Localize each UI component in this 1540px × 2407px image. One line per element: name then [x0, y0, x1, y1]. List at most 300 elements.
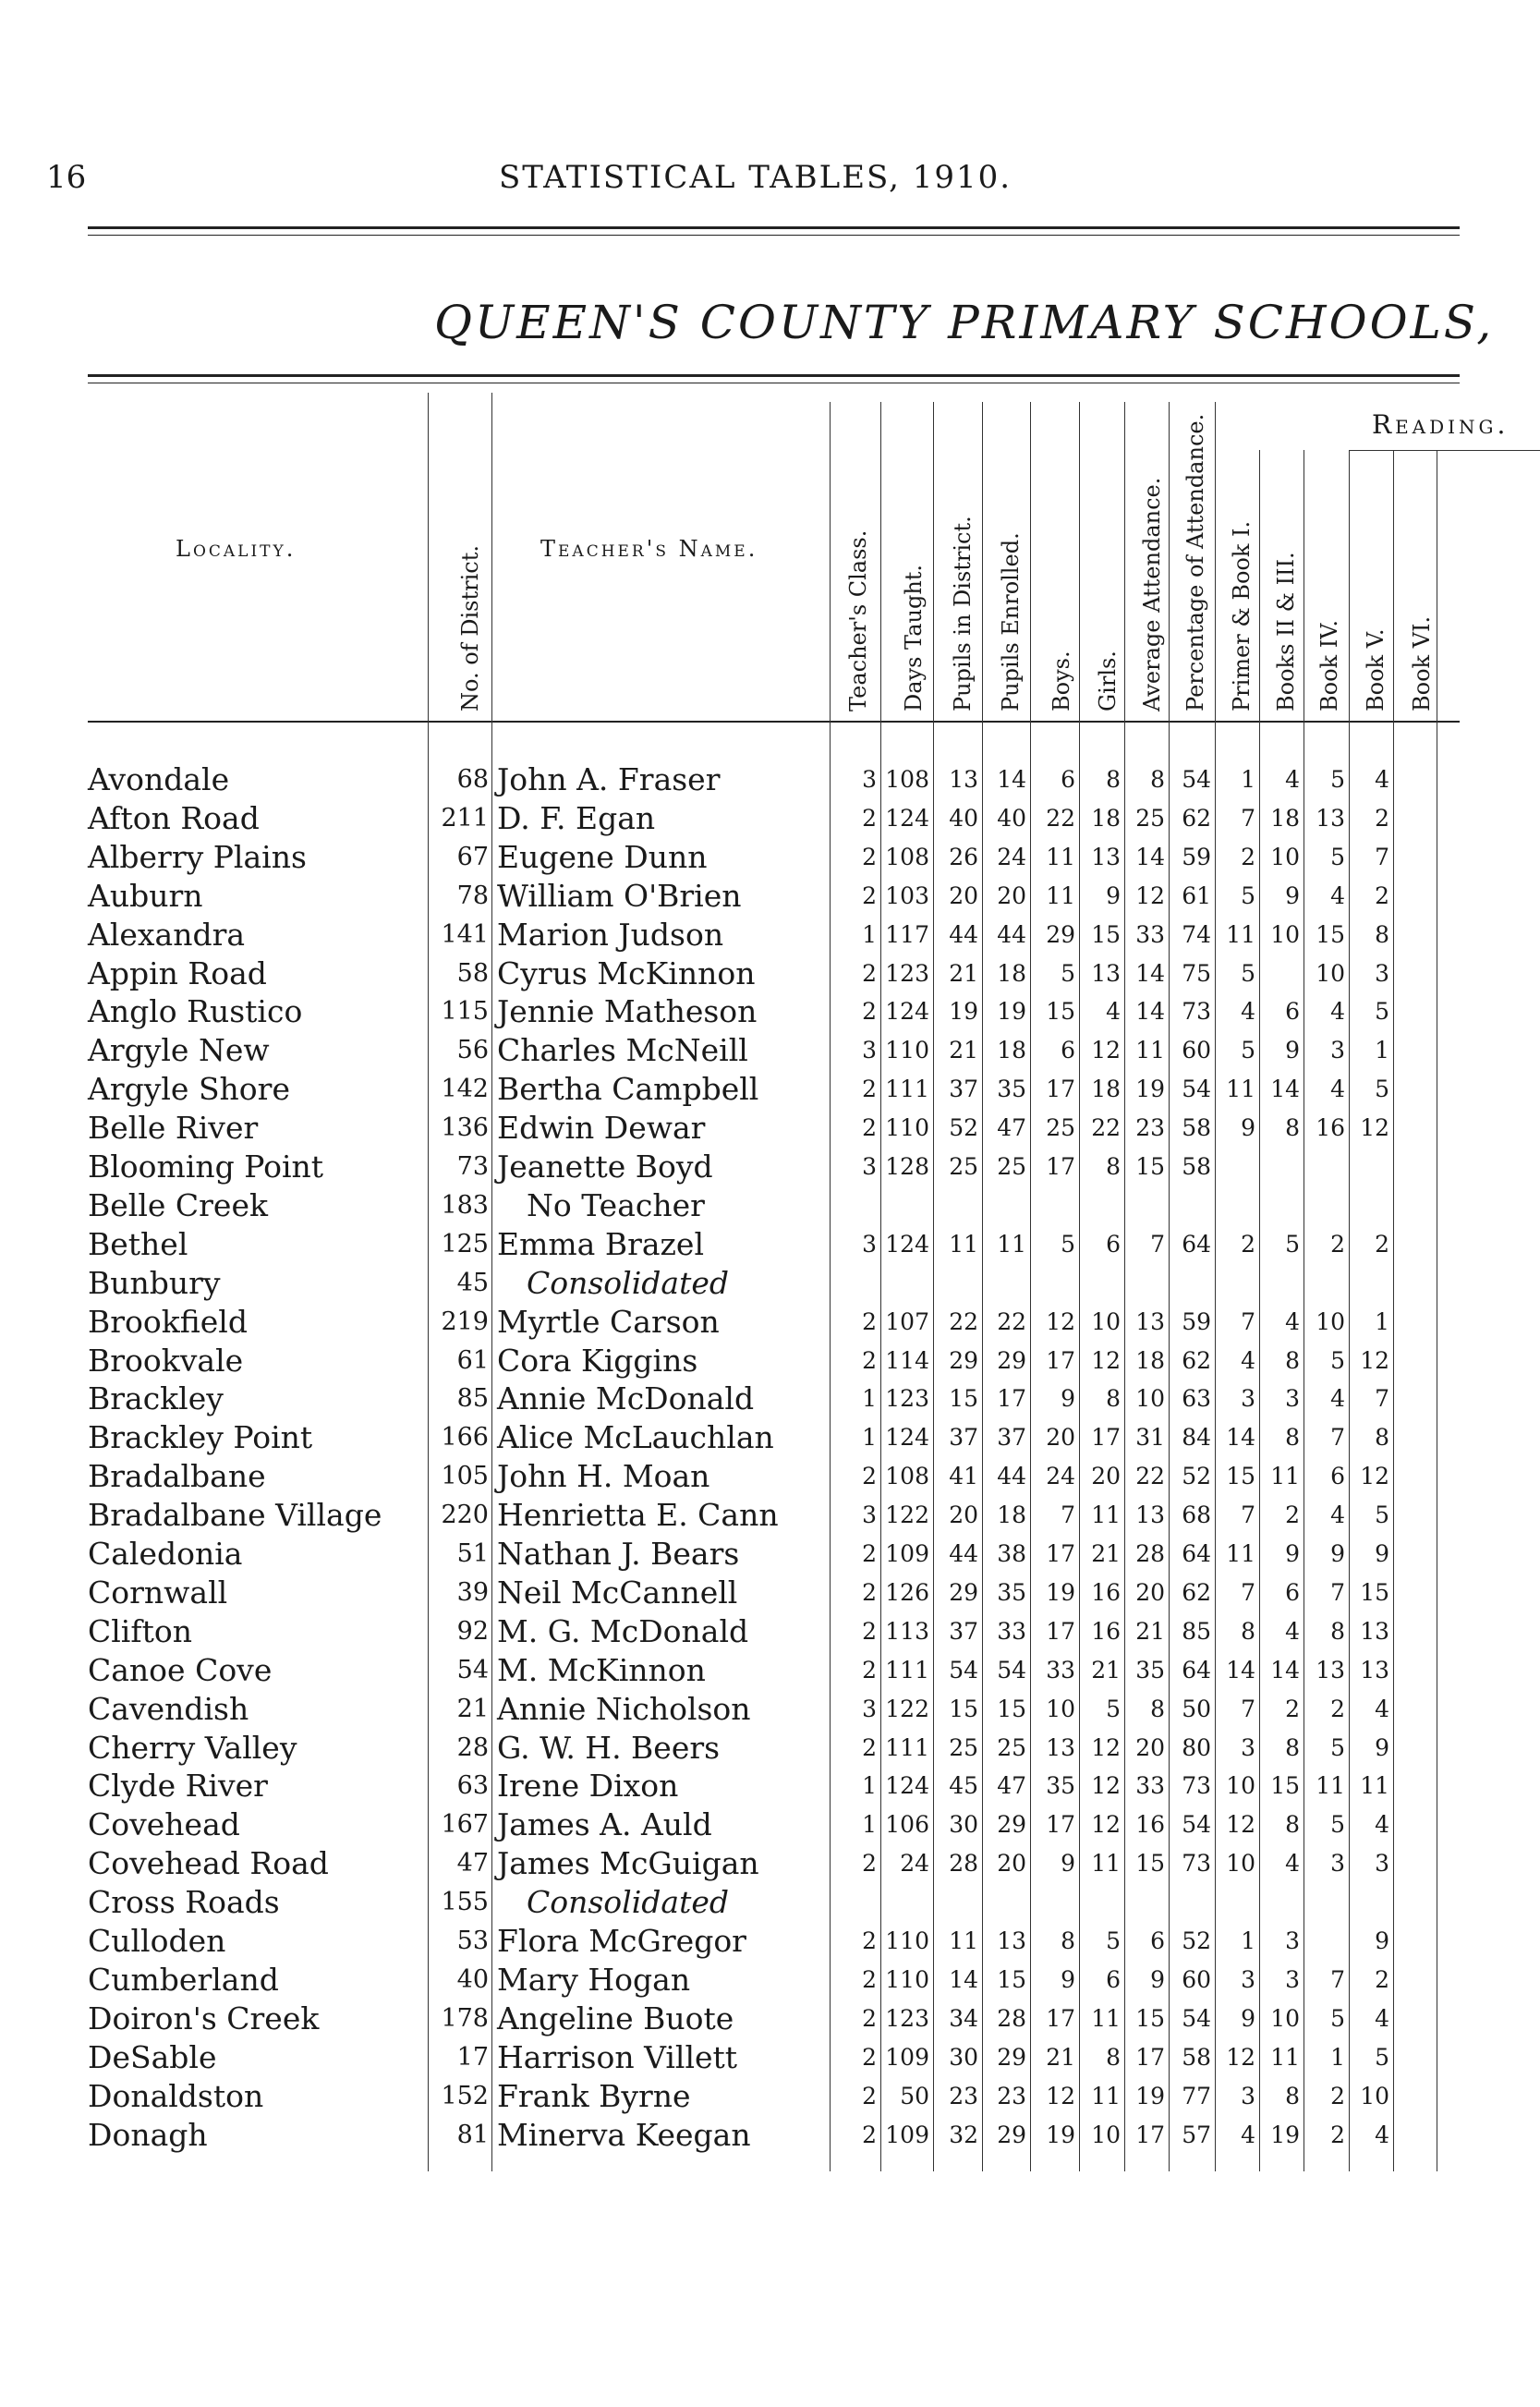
locality-cell: Covehead	[88, 1806, 240, 1843]
b4-cell: 9	[1330, 1540, 1345, 1567]
days-cell: 123	[885, 2004, 929, 2032]
girls-cell: 18	[1091, 804, 1121, 832]
girls-cell: 10	[1091, 2121, 1121, 2148]
locality-header: Locality.	[176, 536, 297, 562]
district-cell: 142	[441, 1075, 489, 1104]
b5-cell: 7	[1375, 1385, 1389, 1413]
days-cell: 109	[885, 2043, 929, 2071]
table-row	[88, 1767, 1460, 1805]
table-row	[88, 1729, 1460, 1768]
b5-cell: 12	[1360, 1346, 1389, 1374]
b23-cell: 8	[1285, 1733, 1300, 1761]
pd-cell: 45	[949, 1772, 978, 1800]
locality-cell: Cornwall	[88, 1574, 228, 1611]
b23-cell: 8	[1285, 1114, 1300, 1142]
b5-cell: 15	[1360, 1578, 1389, 1606]
b4-cell: 4	[1330, 881, 1345, 909]
pd-cell: 40	[949, 804, 978, 832]
cls-cell: 3	[862, 1153, 877, 1180]
cls-cell: 2	[862, 1076, 877, 1103]
b23-cell: 4	[1285, 1307, 1300, 1335]
locality-cell: Avondale	[88, 761, 230, 797]
avg-cell: 15	[1135, 2004, 1165, 2032]
pe-cell: 25	[997, 1153, 1026, 1180]
cls-cell: 2	[862, 804, 877, 832]
pct-cell: 80	[1182, 1733, 1211, 1761]
table-row	[88, 2038, 1460, 2077]
table-row	[88, 1883, 1460, 1922]
avg-cell: 8	[1150, 1695, 1165, 1722]
locality-cell: Bradalbane	[88, 1458, 266, 1495]
b5-cell: 11	[1360, 1772, 1389, 1800]
b4-cell: 10	[1316, 959, 1345, 987]
cls-cell: 2	[862, 843, 877, 870]
table-row	[88, 799, 1460, 838]
avg-cell: 17	[1135, 2043, 1165, 2071]
teacher-cell: Harrison Villett	[497, 2038, 738, 2075]
cls-cell: 1	[862, 920, 877, 948]
table-row	[88, 1496, 1460, 1535]
b1-cell: 2	[1241, 843, 1255, 870]
b5-cell: 4	[1375, 1695, 1389, 1722]
boys-cell: 35	[1046, 1772, 1075, 1800]
boys-cell: 8	[1061, 1927, 1075, 1954]
pe-cell: 18	[997, 1037, 1026, 1064]
pd-cell: 22	[949, 1307, 978, 1335]
boys-cell: 17	[1046, 1811, 1075, 1839]
district-cell: 166	[441, 1423, 489, 1453]
table-row	[88, 1922, 1460, 1961]
header-bottom-rule	[88, 721, 1460, 723]
reading-rule	[1349, 450, 1540, 451]
locality-cell: Blooming Point	[88, 1149, 324, 1185]
page-number: 16	[46, 159, 87, 196]
table-row	[88, 992, 1460, 1031]
days-cell: 24	[900, 1850, 929, 1878]
table-row	[88, 916, 1460, 954]
b23-cell: 10	[1270, 2004, 1300, 2032]
pe-cell: 40	[997, 804, 1026, 832]
locality-cell: Caledonia	[88, 1536, 243, 1572]
pe-cell: 20	[997, 881, 1026, 909]
district-cell: 178	[441, 2003, 489, 2033]
boys-cell: 33	[1046, 1656, 1075, 1684]
days-cell: 124	[885, 1772, 929, 1800]
running-title: STATISTICAL TABLES, 1910.	[499, 159, 1013, 196]
days-cell: 106	[885, 1811, 929, 1839]
boys-cell: 9	[1061, 1965, 1075, 1993]
cls-cell: 2	[862, 1927, 877, 1954]
days-cell: 128	[885, 1153, 929, 1180]
locality-cell: Bradalbane Village	[88, 1497, 382, 1534]
district-cell: 211	[441, 803, 489, 833]
b23-cell: 6	[1285, 998, 1300, 1026]
pct-cell: 54	[1182, 1811, 1211, 1839]
girls-cell: 8	[1106, 2043, 1121, 2071]
avg-cell: 15	[1135, 1153, 1165, 1180]
district-cell: 167	[441, 1810, 489, 1840]
table-row	[88, 1380, 1460, 1418]
boys-cell: 10	[1046, 1695, 1075, 1722]
girls-cell: 21	[1091, 1656, 1121, 1684]
pct-cell: 73	[1182, 998, 1211, 1026]
district-cell: 56	[456, 1036, 489, 1065]
pd-cell: 44	[949, 1540, 978, 1567]
b4-cell: 1	[1330, 2043, 1345, 2071]
table-row	[88, 1805, 1460, 1844]
avg-cell: 6	[1150, 1927, 1165, 1954]
locality-cell: Doiron's Creek	[88, 2000, 320, 2036]
locality-cell: Cumberland	[88, 1961, 279, 1998]
b4-cell: 3	[1330, 1037, 1345, 1064]
locality-cell: Donaldston	[88, 2077, 264, 2114]
teacher-cell: M. G. McDonald	[497, 1612, 749, 1649]
cls-cell: 1	[862, 1424, 877, 1452]
avg-cell: 14	[1135, 998, 1165, 1026]
pd-cell: 54	[949, 1656, 978, 1684]
cls-cell: 3	[862, 1695, 877, 1722]
b23-cell: 19	[1270, 2121, 1300, 2148]
days-cell: 110	[885, 1114, 929, 1142]
b5-cell: 3	[1375, 1850, 1389, 1878]
b23-cell: 4	[1285, 1617, 1300, 1645]
days-cell: 111	[885, 1733, 929, 1761]
pe-cell: 20	[997, 1850, 1026, 1878]
cls-cell: 1	[862, 1811, 877, 1839]
b4-cell: 11	[1316, 1772, 1345, 1800]
b5-cell: 1	[1375, 1037, 1389, 1064]
girls-cell: 12	[1091, 1037, 1121, 1064]
pe-cell: 24	[997, 843, 1026, 870]
girls-cell: 15	[1091, 920, 1121, 948]
pe-cell: 35	[997, 1578, 1026, 1606]
pd-cell: 30	[949, 1811, 978, 1839]
pe-cell: 29	[997, 1811, 1026, 1839]
pe-cell: 29	[997, 2043, 1026, 2071]
locality-cell: Cavendish	[88, 1690, 249, 1727]
pd-cell: 37	[949, 1424, 978, 1452]
pe-cell: 25	[997, 1733, 1026, 1761]
b23-cell: 2	[1285, 1695, 1300, 1722]
locality-cell: Argyle Shore	[88, 1071, 290, 1108]
b4-cell: 7	[1330, 1965, 1345, 1993]
page-header	[0, 159, 1540, 214]
district-cell: 73	[456, 1152, 489, 1181]
avg-cell: 15	[1135, 1850, 1165, 1878]
pct-cell: 64	[1182, 1540, 1211, 1567]
table-row	[88, 1961, 1460, 2000]
teacher-cell: Cora Kiggins	[497, 1342, 698, 1379]
girls-cell: 12	[1091, 1811, 1121, 1839]
days-cell: 122	[885, 1501, 929, 1529]
cls-cell: 2	[862, 1965, 877, 1993]
locality-cell: DeSable	[88, 2038, 217, 2075]
b23-cell: 3	[1285, 1965, 1300, 1993]
pe-cell: 15	[997, 1695, 1026, 1722]
boys-cell: 5	[1061, 1230, 1075, 1258]
schools-table	[88, 393, 1510, 2171]
b23-cell: 11	[1270, 2043, 1300, 2071]
b5-cell: 2	[1375, 804, 1389, 832]
pd-cell: 15	[949, 1385, 978, 1413]
pd-cell: 19	[949, 998, 978, 1026]
table-row	[88, 1612, 1460, 1651]
pct-cell: 62	[1182, 804, 1211, 832]
pe-cell: 33	[997, 1617, 1026, 1645]
pe-cell: 13	[997, 1927, 1026, 1954]
pct-cell: 52	[1182, 1463, 1211, 1490]
b1-cell: 1	[1241, 1927, 1255, 1954]
days-cell: 113	[885, 1617, 929, 1645]
table-row	[88, 1186, 1460, 1225]
avg-cell: 19	[1135, 1076, 1165, 1103]
pd-cell: 25	[949, 1733, 978, 1761]
locality-cell: Alexandra	[88, 916, 246, 953]
table-row	[88, 1225, 1460, 1264]
pd-cell: 29	[949, 1578, 978, 1606]
avg-cell: 17	[1135, 2121, 1165, 2148]
district-cell: 47	[456, 1849, 489, 1878]
b1-cell: 3	[1241, 2082, 1255, 2109]
b1-cell: 14	[1226, 1656, 1255, 1684]
pe-cell: 19	[997, 998, 1026, 1026]
district-cell: 155	[441, 1888, 489, 1917]
b4-cell: 3	[1330, 1850, 1345, 1878]
pd-cell: 26	[949, 843, 978, 870]
b6-header: Book VI.	[1409, 615, 1435, 711]
table-row	[88, 838, 1460, 877]
district-cell: 183	[441, 1190, 489, 1220]
b1-cell: 4	[1241, 2121, 1255, 2148]
table-row	[88, 1574, 1460, 1612]
boys-cell: 9	[1061, 1385, 1075, 1413]
cls-cell: 2	[862, 959, 877, 987]
b1-cell: 4	[1241, 1346, 1255, 1374]
b4-cell: 2	[1330, 2082, 1345, 2109]
b5-cell: 5	[1375, 1501, 1389, 1529]
pe-cell: 18	[997, 1501, 1026, 1529]
cls-cell: 2	[862, 2121, 877, 2148]
days-cell: 110	[885, 1927, 929, 1954]
in-district-header: Pupils in District.	[950, 516, 976, 711]
teacher-cell: Jennie Matheson	[497, 993, 758, 1030]
teacher-header: Teacher's Name.	[540, 536, 758, 562]
district-cell: 45	[456, 1268, 489, 1297]
days-cell: 126	[885, 1578, 929, 1606]
girls-cell: 6	[1106, 1965, 1121, 1993]
b5-cell: 2	[1375, 1230, 1389, 1258]
b5-cell: 13	[1360, 1617, 1389, 1645]
b4-cell: 4	[1330, 1501, 1345, 1529]
b5-cell: 12	[1360, 1114, 1389, 1142]
avg-cell: 9	[1150, 1965, 1165, 1993]
pe-cell: 14	[997, 766, 1026, 793]
table-row	[88, 1264, 1460, 1303]
pe-cell: 38	[997, 1540, 1026, 1567]
locality-cell: Culloden	[88, 1923, 226, 1959]
avg-cell: 35	[1135, 1656, 1165, 1684]
b4-cell: 2	[1330, 1230, 1345, 1258]
girls-cell: 16	[1091, 1578, 1121, 1606]
pct-header: Percentage of Attendance.	[1182, 413, 1208, 711]
days-cell: 50	[900, 2082, 929, 2109]
b1-cell: 12	[1226, 2043, 1255, 2071]
table-row	[88, 1690, 1460, 1729]
locality-cell: Brackley	[88, 1380, 224, 1417]
district-cell: 78	[456, 881, 489, 910]
locality-cell: Brookvale	[88, 1342, 244, 1379]
locality-cell: Appin Road	[88, 954, 267, 991]
cls-cell: 2	[862, 1850, 877, 1878]
b1-cell: 5	[1241, 881, 1255, 909]
pct-cell: 54	[1182, 2004, 1211, 2032]
district-cell: 141	[441, 919, 489, 949]
cls-cell: 2	[862, 1617, 877, 1645]
table-row	[88, 1070, 1460, 1109]
b23-cell: 14	[1270, 1656, 1300, 1684]
b5-cell: 9	[1375, 1733, 1389, 1761]
header-rule	[88, 226, 1460, 236]
avg-cell: 10	[1135, 1385, 1165, 1413]
pct-cell: 50	[1182, 1695, 1211, 1722]
pd-cell: 13	[949, 766, 978, 793]
avg-cell: 28	[1135, 1540, 1165, 1567]
pe-cell: 15	[997, 1965, 1026, 1993]
table-row	[88, 2116, 1460, 2155]
b1-cell: 14	[1226, 1424, 1255, 1452]
b1-header: Primer & Book I.	[1229, 520, 1255, 711]
teacher-cell: Henrietta E. Cann	[497, 1497, 779, 1534]
boys-cell: 13	[1046, 1733, 1075, 1761]
b5-cell: 3	[1375, 959, 1389, 987]
avg-cell: 33	[1135, 920, 1165, 948]
girls-cell: 5	[1106, 1927, 1121, 1954]
teacher-cell: Bertha Campbell	[497, 1071, 759, 1108]
teacher-cell: James McGuigan	[497, 1845, 759, 1882]
pe-cell: 47	[997, 1114, 1026, 1142]
b5-cell: 4	[1375, 1811, 1389, 1839]
pd-cell: 32	[949, 2121, 978, 2148]
avg-cell: 22	[1135, 1463, 1165, 1490]
b4-cell: 10	[1316, 1307, 1345, 1335]
pe-cell: 54	[997, 1656, 1026, 1684]
cls-cell: 2	[862, 881, 877, 909]
pd-cell: 15	[949, 1695, 978, 1722]
days-cell: 108	[885, 843, 929, 870]
district-header: No. of District.	[457, 545, 483, 711]
b4-cell: 4	[1330, 998, 1345, 1026]
days-cell: 110	[885, 1037, 929, 1064]
boys-cell: 7	[1061, 1501, 1075, 1529]
pct-cell: 64	[1182, 1656, 1211, 1684]
boys-cell: 6	[1061, 1037, 1075, 1064]
pd-cell: 21	[949, 1037, 978, 1064]
class-header: Teacher's Class.	[845, 529, 871, 711]
locality-cell: Bethel	[88, 1225, 188, 1262]
days-cell: 123	[885, 1385, 929, 1413]
cls-cell: 3	[862, 1501, 877, 1529]
b1-cell: 7	[1241, 1307, 1255, 1335]
table-row	[88, 1031, 1460, 1070]
girls-cell: 4	[1106, 998, 1121, 1026]
pct-cell: 59	[1182, 843, 1211, 870]
boys-cell: 19	[1046, 2121, 1075, 2148]
avg-cell: 8	[1150, 766, 1165, 793]
b1-cell: 3	[1241, 1965, 1255, 1993]
teacher-cell: Jeanette Boyd	[497, 1149, 713, 1185]
district-cell: 92	[456, 1616, 489, 1646]
teacher-cell: Neil McCannell	[497, 1574, 738, 1611]
girls-cell: 8	[1106, 1385, 1121, 1413]
b1-cell: 11	[1226, 920, 1255, 948]
locality-cell: Cross Roads	[88, 1884, 280, 1921]
girls-cell: 6	[1106, 1230, 1121, 1258]
locality-cell: Bunbury	[88, 1264, 221, 1301]
b4-cell: 2	[1330, 1695, 1345, 1722]
b1-cell: 5	[1241, 959, 1255, 987]
girls-cell: 17	[1091, 1424, 1121, 1452]
boys-cell: 25	[1046, 1114, 1075, 1142]
b23-cell: 11	[1270, 1463, 1300, 1490]
pct-cell: 61	[1182, 881, 1211, 909]
pct-cell: 59	[1182, 1307, 1211, 1335]
b23-cell: 8	[1285, 1424, 1300, 1452]
girls-header: Girls.	[1095, 650, 1121, 711]
pct-cell: 58	[1182, 1114, 1211, 1142]
pct-cell: 77	[1182, 2082, 1211, 2109]
boys-cell: 22	[1046, 804, 1075, 832]
b1-cell: 9	[1241, 1114, 1255, 1142]
days-cell: 103	[885, 881, 929, 909]
pd-cell: 11	[949, 1927, 978, 1954]
b23-cell: 3	[1285, 1385, 1300, 1413]
cls-cell: 2	[862, 2004, 877, 2032]
pe-cell: 11	[997, 1230, 1026, 1258]
pe-cell: 29	[997, 2121, 1026, 2148]
b5-cell: 4	[1375, 2004, 1389, 2032]
pct-cell: 58	[1182, 2043, 1211, 2071]
days-cell: 108	[885, 766, 929, 793]
boys-cell: 11	[1046, 843, 1075, 870]
b4-cell: 15	[1316, 920, 1345, 948]
teacher-cell: William O'Brien	[497, 877, 742, 914]
table-row	[88, 2000, 1460, 2038]
pct-cell: 85	[1182, 1617, 1211, 1645]
girls-cell: 13	[1091, 843, 1121, 870]
girls-cell: 16	[1091, 1617, 1121, 1645]
boys-cell: 21	[1046, 2043, 1075, 2071]
pe-cell: 35	[997, 1076, 1026, 1103]
boys-cell: 20	[1046, 1424, 1075, 1452]
pd-cell: 21	[949, 959, 978, 987]
pe-cell: 18	[997, 959, 1026, 987]
table-row	[88, 1303, 1460, 1342]
b23-cell: 3	[1285, 1927, 1300, 1954]
cls-cell: 2	[862, 1578, 877, 1606]
b1-cell: 3	[1241, 1733, 1255, 1761]
pct-cell: 54	[1182, 1076, 1211, 1103]
locality-cell: Argyle New	[88, 1032, 270, 1069]
reading-header: Reading.	[1372, 409, 1510, 440]
b5-cell: 2	[1375, 881, 1389, 909]
days-cell: 122	[885, 1695, 929, 1722]
days-cell: 124	[885, 804, 929, 832]
district-cell: 54	[456, 1655, 489, 1684]
pe-cell: 29	[997, 1346, 1026, 1374]
teacher-cell: Irene Dixon	[497, 1768, 679, 1805]
b5-cell: 5	[1375, 998, 1389, 1026]
boys-cell: 15	[1046, 998, 1075, 1026]
